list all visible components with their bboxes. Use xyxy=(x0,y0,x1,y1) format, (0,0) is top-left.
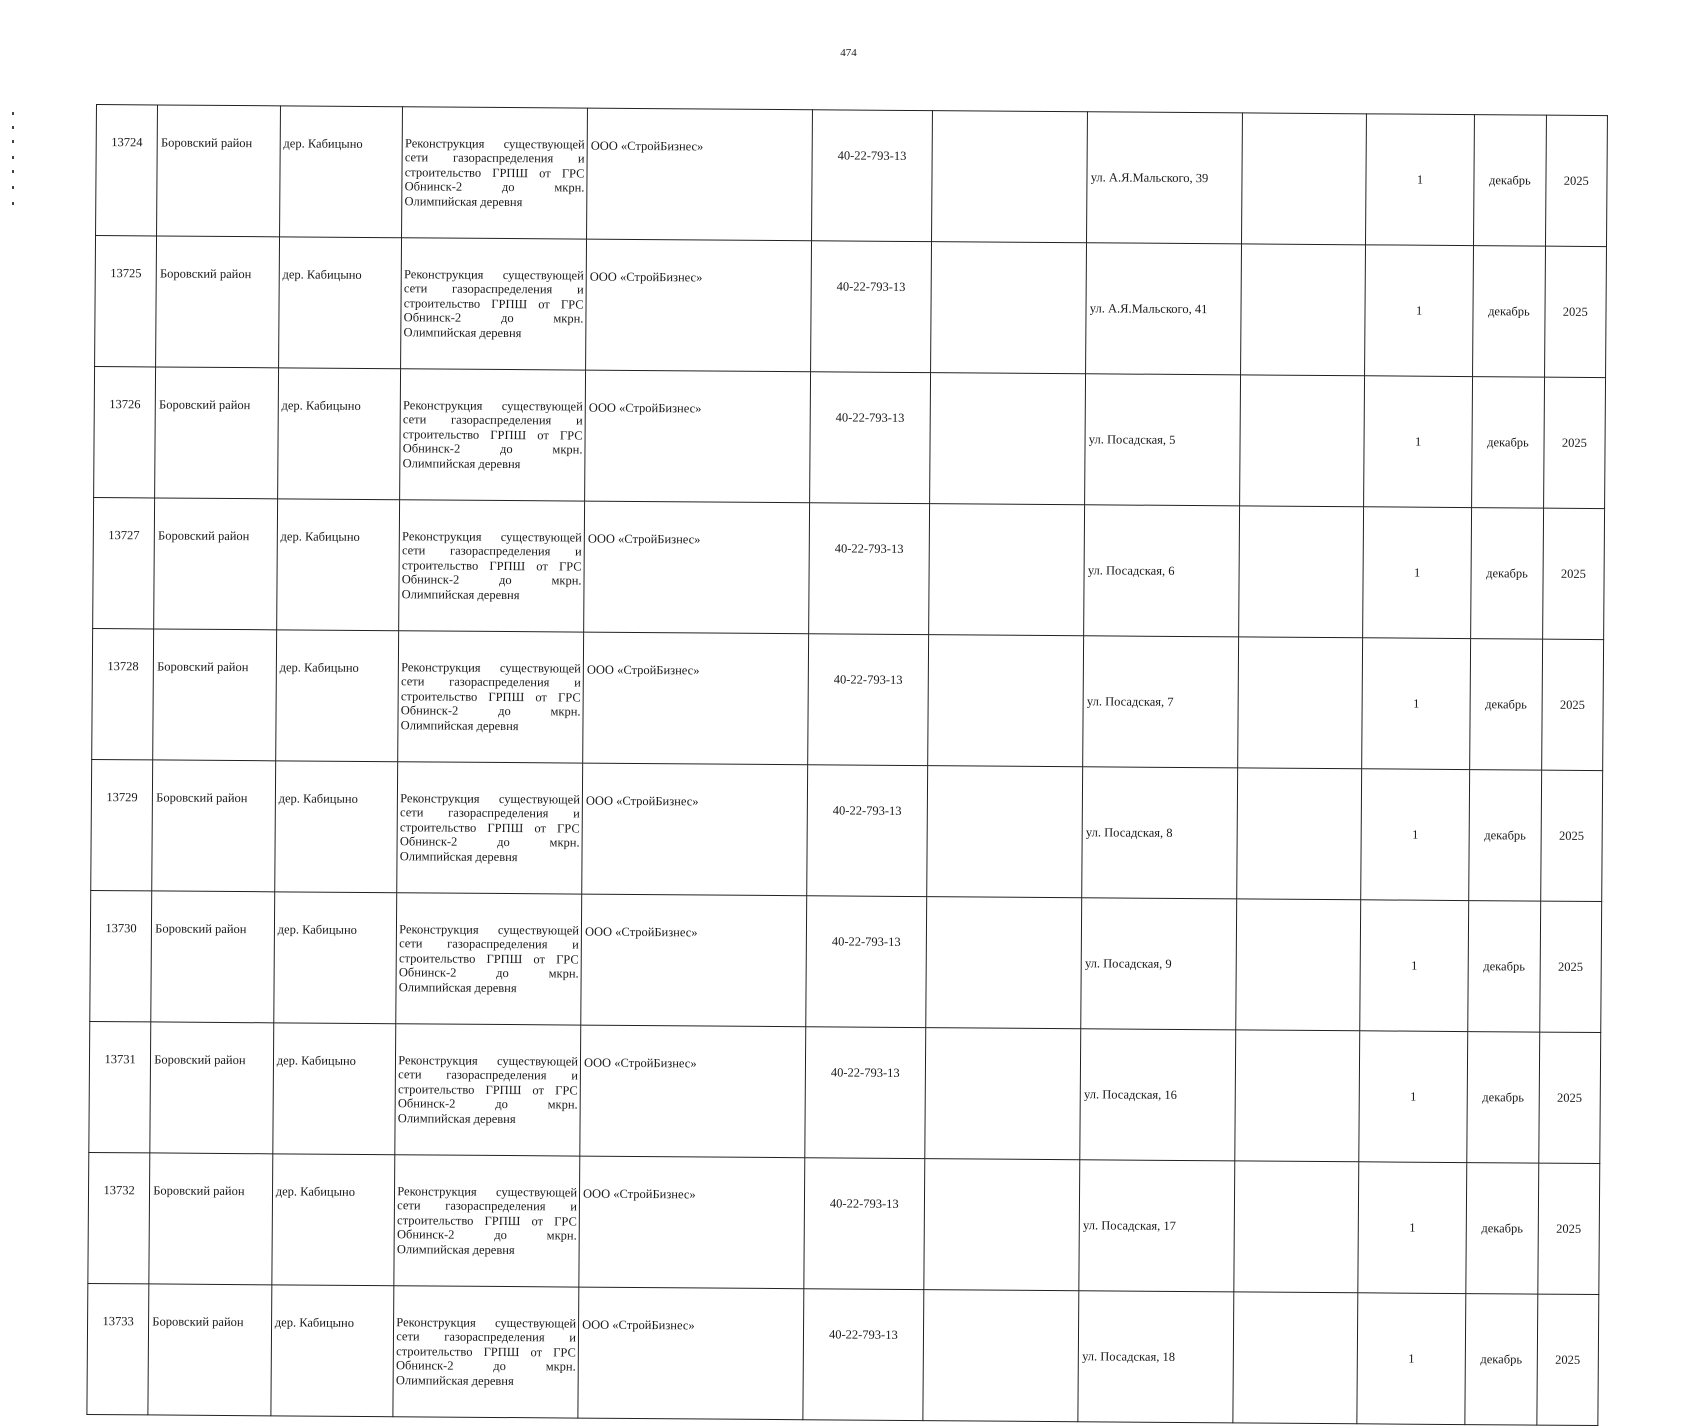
year-cell: 2025 xyxy=(1541,639,1603,770)
cadastral-code-cell: 40-22-793-13 xyxy=(807,634,928,766)
row-number: 13727 xyxy=(93,497,155,628)
table-row xyxy=(88,1152,1600,1294)
address-cell: ул. Посадская, 17 xyxy=(1079,1160,1235,1292)
row-number: 13729 xyxy=(91,759,153,890)
district-cell: Боровский район xyxy=(152,760,275,892)
project-description-cell: Реконструкция существующей сети газораспределения и строительство ГРПШ от ГРС Обнинск-2 до мкрн. Олимпийская деревня xyxy=(397,762,583,894)
row-number: 13733 xyxy=(87,1283,149,1414)
settlement-cell: дер. Кабицыно xyxy=(278,237,401,369)
empty-cell xyxy=(1234,1161,1358,1293)
project-description-cell: Реконструкция существующей сети газораспределения и строительство ГРПШ от ГРС Обнинск-2 до мкрн. Олимпийская деревня xyxy=(395,1024,581,1156)
empty-cell xyxy=(1239,506,1363,638)
month-cell: декабрь xyxy=(1465,1294,1537,1426)
month-cell: декабрь xyxy=(1471,508,1543,640)
table-row xyxy=(90,890,1602,1032)
table-row xyxy=(92,628,1604,770)
district-cell: Боровский район xyxy=(151,891,274,1023)
empty-cell xyxy=(928,635,1084,767)
address-cell: ул. Посадская, 18 xyxy=(1078,1291,1234,1423)
page-number: 474 xyxy=(840,47,857,59)
year-cell: 2025 xyxy=(1539,901,1601,1032)
district-cell: Боровский район xyxy=(153,629,276,761)
settlement-cell: дер. Кабицыно xyxy=(274,761,397,893)
scan-margin-marks xyxy=(12,112,16,212)
year-cell: 2025 xyxy=(1545,115,1607,246)
quantity-cell: 1 xyxy=(1361,769,1470,901)
project-description-cell: Реконструкция существующей сети газораспределения и строительство ГРПШ от ГРС Обнинск-2 до мкрн. Олимпийская деревня xyxy=(393,1286,579,1418)
project-description-cell: Реконструкция существующей сети газораспределения и строительство ГРПШ от ГРС Обнинск-2 до мкрн. Олимпийская деревня xyxy=(401,238,587,370)
quantity-cell: 1 xyxy=(1358,1162,1467,1294)
row-number: 13730 xyxy=(90,890,152,1021)
project-description-cell: Реконструкция существующей сети газораспределения и строительство ГРПШ от ГРС Обнинск-2 до мкрн. Олимпийская деревня xyxy=(399,500,585,632)
settlement-cell: дер. Кабицыно xyxy=(276,499,399,631)
empty-cell xyxy=(1242,113,1366,245)
table-row xyxy=(96,105,1608,247)
empty-cell xyxy=(1240,375,1364,507)
registry-table xyxy=(86,104,1608,1426)
settlement-cell: дер. Кабицыно xyxy=(273,1023,396,1155)
district-cell: Боровский район xyxy=(150,1022,273,1154)
quantity-cell: 1 xyxy=(1363,507,1472,639)
year-cell: 2025 xyxy=(1542,508,1604,639)
quantity-cell: 1 xyxy=(1365,114,1474,246)
address-cell: ул. Посадская, 5 xyxy=(1085,374,1241,506)
row-number: 13725 xyxy=(95,236,157,367)
settlement-cell: дер. Кабицыно xyxy=(279,106,402,238)
table-row xyxy=(94,366,1606,508)
month-cell: декабрь xyxy=(1467,1032,1539,1164)
settlement-cell: дер. Кабицыно xyxy=(277,368,400,500)
empty-cell xyxy=(932,111,1088,243)
table-row xyxy=(93,497,1605,639)
project-description-cell: Реконструкция существующей сети газораспределения и строительство ГРПШ от ГРС Обнинск-2 до мкрн. Олимпийская деревня xyxy=(400,369,586,501)
district-cell: Боровский район xyxy=(157,105,280,237)
table-row xyxy=(89,1021,1601,1163)
project-description-cell: Реконструкция существующей сети газораспределения и строительство ГРПШ от ГРС Обнинск-2 до мкрн. Олимпийская деревня xyxy=(396,893,582,1025)
organization-cell: ООО «СтройБизнес» xyxy=(586,239,812,372)
project-description-cell: Реконструкция существующей сети газораспределения и строительство ГРПШ от ГРС Обнинск-2 до мкрн. Олимпийская деревня xyxy=(394,1155,580,1287)
settlement-cell: дер. Кабицыно xyxy=(272,1154,395,1286)
settlement-cell: дер. Кабицыно xyxy=(275,630,398,762)
empty-cell xyxy=(927,766,1083,898)
organization-cell: ООО «СтройБизнес» xyxy=(583,632,809,765)
project-description-cell: Реконструкция существующей сети газораспределения и строительство ГРПШ от ГРС Обнинск-2 до мкрн. Олимпийская деревня xyxy=(402,107,588,239)
organization-cell: ООО «СтройБизнес» xyxy=(580,1025,806,1158)
row-number: 13728 xyxy=(92,628,154,759)
empty-cell xyxy=(930,373,1086,505)
empty-cell xyxy=(925,1028,1081,1160)
address-cell: ул. Посадская, 8 xyxy=(1082,767,1238,899)
district-cell: Боровский район xyxy=(155,367,278,499)
organization-cell: ООО «СтройБизнес» xyxy=(585,370,811,503)
empty-cell xyxy=(1237,768,1361,900)
cadastral-code-cell: 40-22-793-13 xyxy=(804,1027,925,1159)
month-cell: декабрь xyxy=(1466,1163,1538,1295)
table-row xyxy=(95,236,1607,378)
year-cell: 2025 xyxy=(1544,246,1606,377)
quantity-cell: 1 xyxy=(1364,376,1473,508)
table-row xyxy=(91,759,1603,901)
year-cell: 2025 xyxy=(1537,1163,1599,1294)
quantity-cell: 1 xyxy=(1365,245,1474,377)
cadastral-code-cell: 40-22-793-13 xyxy=(803,1158,924,1290)
quantity-cell: 1 xyxy=(1362,638,1471,770)
empty-cell xyxy=(1236,899,1360,1031)
address-cell: ул. А.Я.Мальского, 41 xyxy=(1086,243,1242,375)
cadastral-code-cell: 40-22-793-13 xyxy=(806,765,927,897)
cadastral-code-cell: 40-22-793-13 xyxy=(805,896,926,1028)
district-cell: Боровский район xyxy=(156,236,279,368)
month-cell: декабрь xyxy=(1472,377,1544,509)
empty-cell xyxy=(923,1290,1079,1422)
table-row xyxy=(87,1283,1599,1425)
organization-cell: ООО «СтройБизнес» xyxy=(582,763,808,896)
month-cell: декабрь xyxy=(1468,901,1540,1033)
settlement-cell: дер. Кабицыно xyxy=(274,892,397,1024)
address-cell: ул. Посадская, 7 xyxy=(1083,636,1239,768)
row-number: 13726 xyxy=(94,366,156,497)
cadastral-code-cell: 40-22-793-13 xyxy=(808,503,929,635)
row-number: 13724 xyxy=(96,105,158,236)
address-cell: ул. Посадская, 6 xyxy=(1084,505,1240,637)
cadastral-code-cell: 40-22-793-13 xyxy=(802,1289,923,1421)
empty-cell xyxy=(1241,244,1365,376)
empty-cell xyxy=(931,242,1087,374)
empty-cell xyxy=(1233,1292,1357,1424)
organization-cell: ООО «СтройБизнес» xyxy=(587,108,813,241)
year-cell: 2025 xyxy=(1540,770,1602,901)
quantity-cell: 1 xyxy=(1359,1031,1468,1163)
empty-cell xyxy=(926,897,1082,1029)
cadastral-code-cell: 40-22-793-13 xyxy=(811,110,932,242)
quantity-cell: 1 xyxy=(1357,1293,1466,1425)
year-cell: 2025 xyxy=(1536,1294,1598,1425)
district-cell: Боровский район xyxy=(149,1153,272,1285)
row-number: 13731 xyxy=(89,1021,151,1152)
settlement-cell: дер. Кабицыно xyxy=(271,1285,394,1417)
organization-cell: ООО «СтройБизнес» xyxy=(578,1287,804,1420)
empty-cell xyxy=(924,1159,1080,1291)
address-cell: ул. Посадская, 16 xyxy=(1080,1029,1236,1161)
row-number: 13732 xyxy=(88,1152,150,1283)
organization-cell: ООО «СтройБизнес» xyxy=(584,501,810,634)
month-cell: декабрь xyxy=(1473,246,1545,378)
empty-cell xyxy=(929,504,1085,636)
district-cell: Боровский район xyxy=(148,1284,271,1416)
address-cell: ул. А.Я.Мальского, 39 xyxy=(1087,112,1243,244)
cadastral-code-cell: 40-22-793-13 xyxy=(809,372,930,504)
organization-cell: ООО «СтройБизнес» xyxy=(581,894,807,1027)
month-cell: декабрь xyxy=(1469,770,1541,902)
empty-cell xyxy=(1235,1030,1359,1162)
cadastral-code-cell: 40-22-793-13 xyxy=(810,241,931,373)
month-cell: декабрь xyxy=(1470,639,1542,771)
year-cell: 2025 xyxy=(1543,377,1605,508)
address-cell: ул. Посадская, 9 xyxy=(1081,898,1237,1030)
year-cell: 2025 xyxy=(1538,1032,1600,1163)
month-cell: декабрь xyxy=(1474,115,1546,247)
empty-cell xyxy=(1238,637,1362,769)
quantity-cell: 1 xyxy=(1360,900,1469,1032)
organization-cell: ООО «СтройБизнес» xyxy=(579,1156,805,1289)
project-description-cell: Реконструкция существующей сети газораспределения и строительство ГРПШ от ГРС Обнинск-2 до мкрн. Олимпийская деревня xyxy=(398,631,584,763)
district-cell: Боровский район xyxy=(154,498,277,630)
